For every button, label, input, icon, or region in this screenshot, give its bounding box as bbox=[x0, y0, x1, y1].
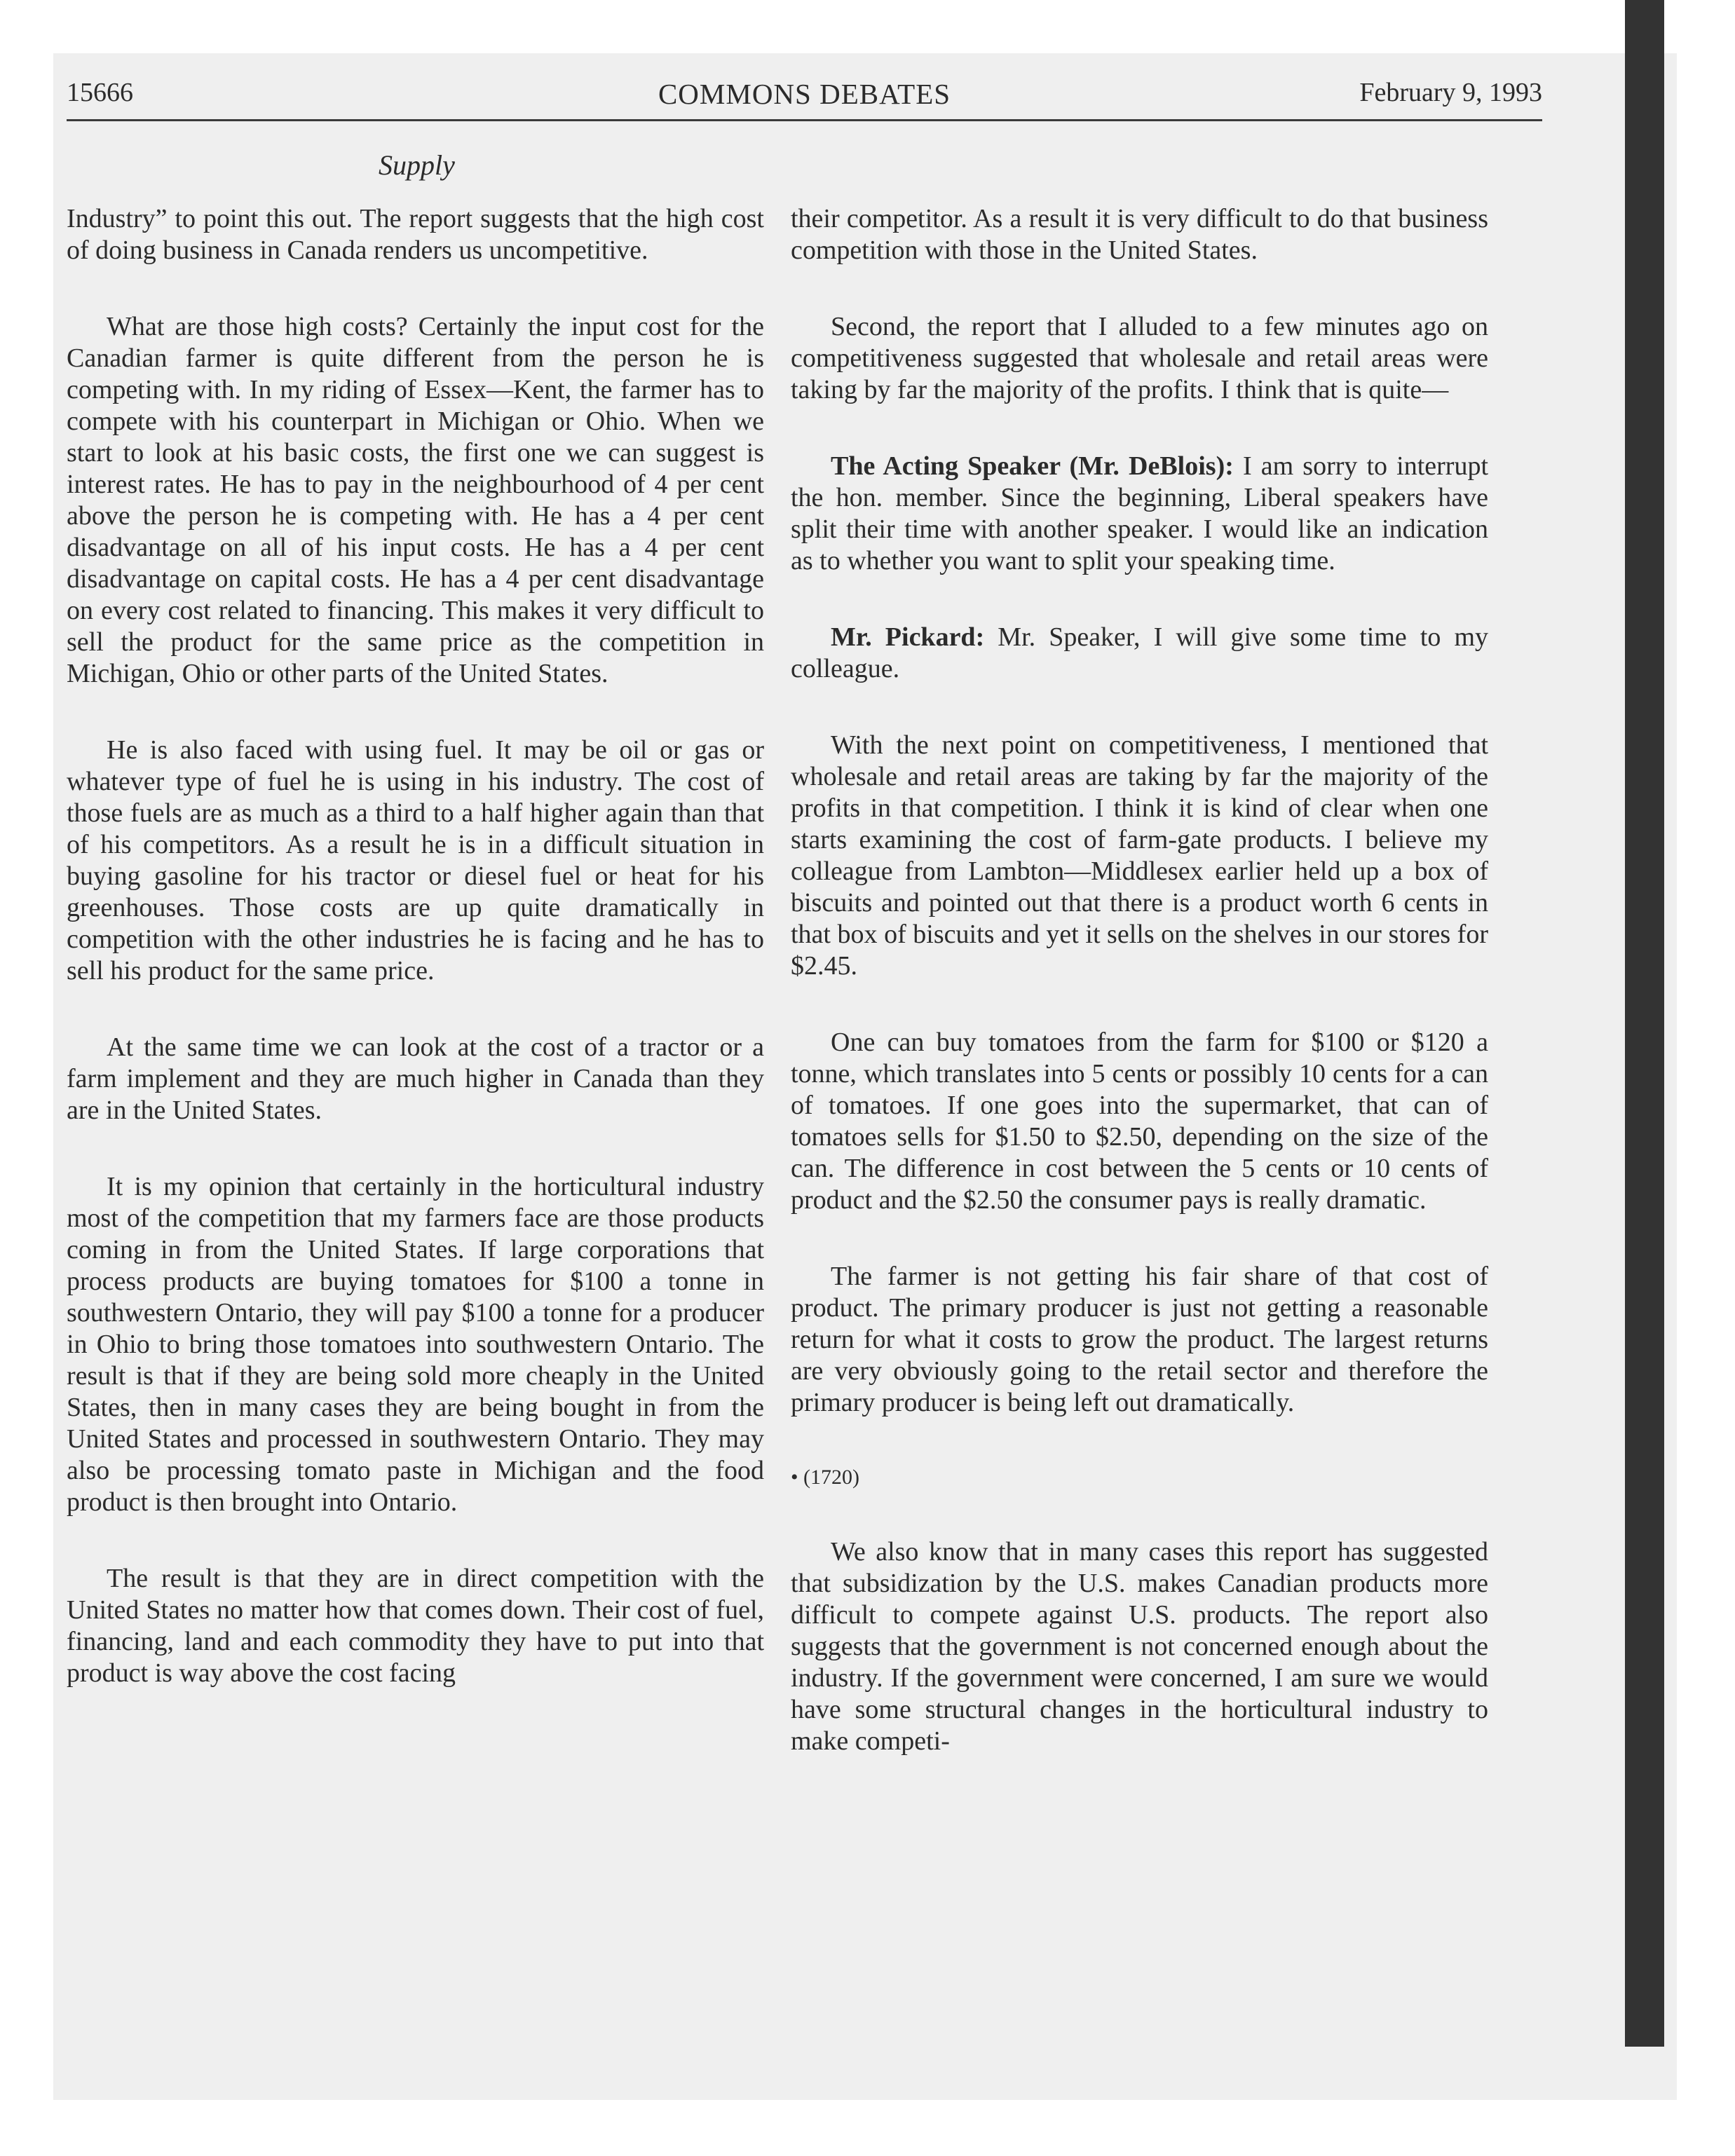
paragraph: The farmer is not getting his fair share of that cost of product. The primary producer is just not getting a reasonable return for what it costs to grow the product. The largest returns are very obviously going to the retail sector and therefore the primary producer is being left out dramatically. bbox=[791, 1262, 1488, 1417]
paragraph: The result is that they are in direct competition with the United States no matter how that comes down. Their cost of fuel, financing, land and each commodity they have to put into that product is way above the cost facing bbox=[67, 1564, 764, 1688]
paragraph: With the next point on competitiveness, I mentioned that wholesale and retail areas are taking by far the majority of the profits in that competition. I think it is kind of clear when one starts examining the cost of farm-gate products. I believe my colleague from Lambton—Middlesex earlier held up a box of biscuits and pointed out that there is a product worth 6 cents in that box of biscuits and yet it sells on the shelves in our stores for $2.45. bbox=[791, 730, 1488, 981]
header-date: February 9, 1993 bbox=[1359, 78, 1542, 107]
paragraph: We also know that in many cases this report has suggested that subsidization by the U.S. makes Canadian products more difficult to compete against U.S. products. The report also suggests that the government is not concerned enough about the industry. If the government were concerned, I am sure we would have some structural changes in the horticultural industry to make competi- bbox=[791, 1537, 1488, 1756]
page-header bbox=[67, 77, 1542, 121]
section-title: Supply bbox=[379, 149, 455, 181]
speaker-name: The Acting Speaker (Mr. DeBlois): bbox=[831, 451, 1234, 481]
journal-title: COMMONS DEBATES bbox=[658, 78, 951, 110]
paragraph: At the same time we can look at the cost of a tractor or a farm implement and they are much higher in Canada than they are in the United States. bbox=[67, 1032, 764, 1125]
page-number: 15666 bbox=[67, 78, 133, 107]
paragraph: Industry” to point this out. The report suggests that the high cost of doing business in Canada renders us uncompetitive. bbox=[67, 204, 764, 265]
scan-binding-edge bbox=[1625, 0, 1664, 2047]
paragraph: Second, the report that I alluded to a few minutes ago on competitiveness suggested that wholesale and retail areas were taking by far the majority of the profits. I think that is quite— bbox=[791, 312, 1488, 404]
speaker-name: Mr. Pickard: bbox=[831, 622, 985, 652]
paragraph: their competitor. As a result it is very difficult to do that business competition with those in the United States. bbox=[791, 204, 1488, 265]
speech-text: I am sorry to interrupt the hon. member. Since the beginning, Liberal speakers have split their time with another speaker. I would like an indication as to whether you want to split your speaking time. bbox=[791, 451, 1488, 575]
speaker-paragraph bbox=[791, 451, 1488, 577]
paragraph: He is also faced with using fuel. It may be oil or gas or whatever type of fuel he is using in his industry. The cost of those fuels are as much as a third to a half higher again than that of his competitors. As a result he is in a difficult situation in buying gasoline for his tractor or diesel fuel or heat for his greenhouses. Those costs are up quite dramatically in competition with the other industries he is facing and he has to sell his product for the same price. bbox=[67, 735, 764, 985]
time-stamp: • (1720) bbox=[791, 1466, 859, 1489]
right-column bbox=[791, 203, 1488, 1802]
paragraph: One can buy tomatoes from the farm for $100 or $120 a tonne, which translates into 5 cents or possibly 10 cents for a can of tomatoes. If one goes into the supermarket, that can of tomatoes sells for $1.50 to $2.50, depending on the size of the can. The difference in cost between the 5 cents or 10 cents of product and the $2.50 the consumer pays is really dramatic. bbox=[791, 1028, 1488, 1215]
left-column bbox=[67, 203, 764, 1734]
speech-text: Mr. Speaker, I will give some time to my colleague. bbox=[791, 622, 1488, 683]
paragraph: What are those high costs? Certainly the input cost for the Canadian farmer is quite different from the person he is competing with. In my riding of Essex—Kent, the farmer has to compete with his counterpart in Michigan or Ohio. When we start to look at his basic costs, the first one we can suggest is interest rates. He has to pay in the neighbourhood of 4 per cent above the person he is competing with. He has a 4 per cent disadvantage on all of his input costs. He has a 4 per cent disadvantage on capital costs. He has a 4 per cent disadvantage on every cost related to financing. This makes it very difficult to sell the product for the same price as the competition in Michigan, Ohio or other parts of the United States. bbox=[67, 312, 764, 688]
speaker-paragraph bbox=[791, 622, 1488, 685]
paragraph: It is my opinion that certainly in the horticultural industry most of the competition that my farmers face are those products coming in from the United States. If large corporations that process products are buying tomatoes for $100 a tonne in southwestern Ontario, they will pay $100 a tonne for a producer in Ohio to bring those tomatoes into southwestern Ontario. The result is that if they are being sold more cheaply in the United States, then in many cases they are being bought in from the United States and processed in southwestern Ontario. They may also be processing tomato paste in Michigan and the food product is then brought into Ontario. bbox=[67, 1172, 764, 1517]
